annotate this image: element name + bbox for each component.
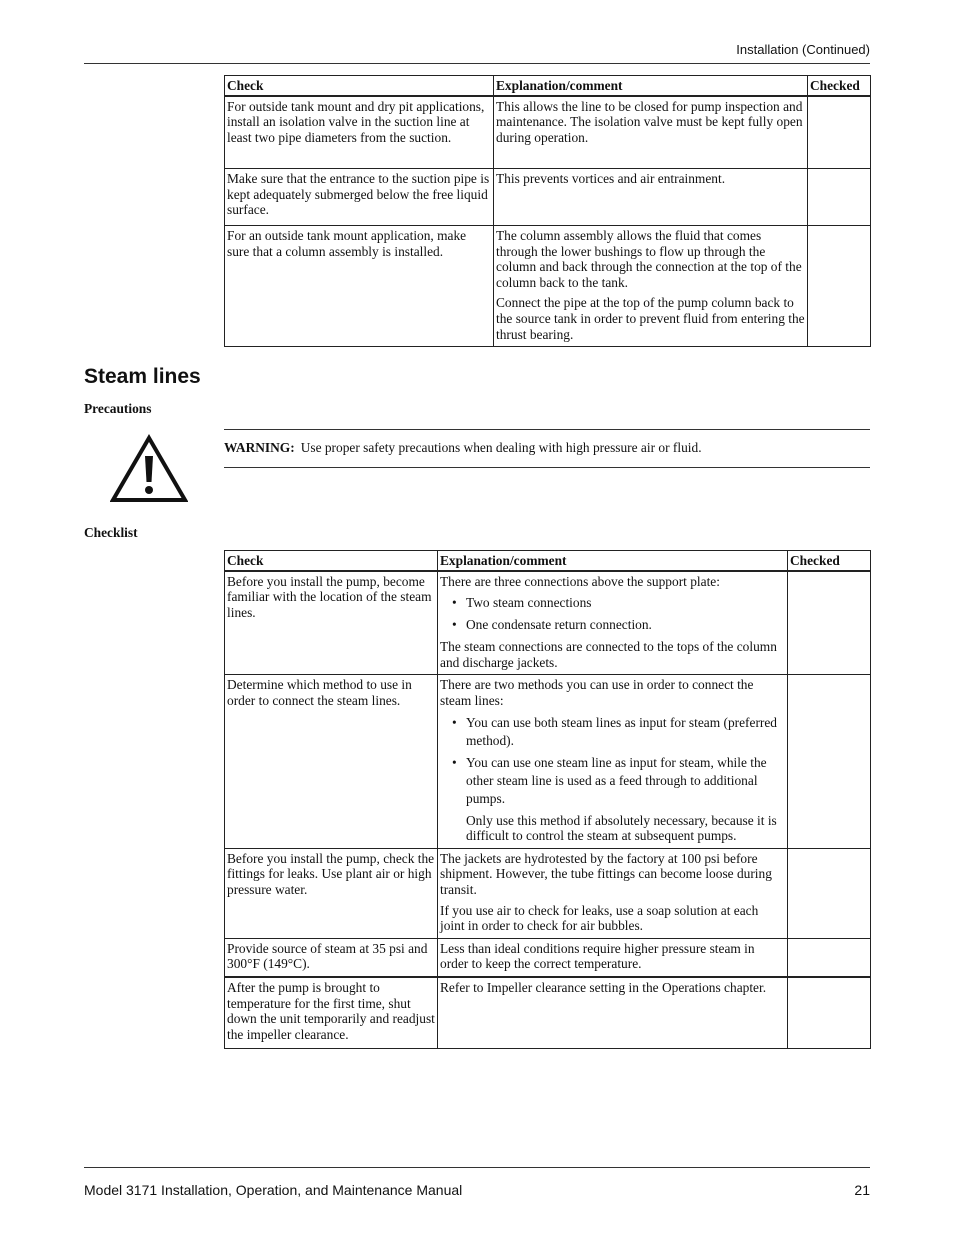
checked-cell[interactable]	[788, 571, 871, 675]
list-item: • One condensate return connection.	[466, 616, 785, 634]
precautions-heading: Precautions	[84, 401, 152, 416]
table-row	[225, 675, 871, 848]
table-row	[225, 169, 871, 226]
check-cell: For outside tank mount and dry pit applications, install an isolation valve in the suction line at least two pipe diameters from the suction.	[225, 96, 494, 169]
column-header-explanation: Explanation/comment	[438, 551, 788, 571]
bullet-list	[440, 594, 785, 634]
explanation-cell	[494, 226, 808, 347]
warning-text: Use proper safety precautions when dealing with high pressure air or fluid.	[300, 440, 702, 455]
explanation-cell	[494, 96, 808, 169]
checklist-heading: Checklist	[84, 525, 138, 540]
list-item: • You can use both steam lines as input for steam (preferred method).	[466, 714, 785, 750]
table-row	[225, 848, 871, 938]
explanation-text: If you use air to check for leaks, use a soap solution at each joint in order to check for air bubbles.	[440, 902, 759, 934]
explanation-text: The column assembly allows the fluid that comes through the lower bushings to flow up through the column and back through the connection at the top of the column back to the tank.	[496, 228, 802, 290]
explanation-text: The jackets are hydrotested by the factory at 100 psi before shipment. However, the tube fittings can become loose during transit.	[440, 850, 772, 897]
footer-page-number: 21	[854, 1182, 870, 1198]
explanation-cell	[438, 675, 788, 848]
table-row	[225, 977, 871, 1049]
page-header-title: Installation (Continued)	[736, 42, 870, 57]
checked-cell[interactable]	[788, 675, 871, 848]
warning-triangle-icon	[110, 434, 188, 504]
list-item: • Two steam connections	[466, 594, 785, 612]
check-cell: Before you install the pump, check the fittings for leaks. Use plant air or high pressure water.	[225, 848, 438, 938]
column-header-explanation: Explanation/comment	[494, 76, 808, 96]
column-header-check: Check	[225, 551, 438, 571]
checked-cell[interactable]	[788, 977, 871, 1049]
explanation-text: This prevents vortices and air entrainment.	[496, 171, 726, 187]
explanation-intro: There are two methods you can use in order to connect the steam lines:	[440, 677, 754, 708]
checked-cell[interactable]	[788, 848, 871, 938]
explanation-text: Connect the pipe at the top of the pump column back to the source tank in order to prevent fluid from entering the thrust bearing.	[496, 295, 805, 342]
checked-cell[interactable]	[808, 169, 871, 226]
explanation-cell	[438, 848, 788, 938]
header-divider	[84, 63, 870, 64]
suction-checklist-table	[224, 75, 871, 347]
column-header-checked: Checked	[808, 76, 871, 96]
explanation-cell	[494, 169, 808, 226]
explanation-cell	[438, 977, 788, 1049]
check-cell: After the pump is brought to temperature for the first time, shut down the unit temporarily and readjust the impeller clearance.	[225, 977, 438, 1049]
explanation-text: This allows the line to be closed for pump inspection and maintenance. The isolation valve must be kept fully open during operation.	[496, 98, 803, 145]
check-cell: Determine which method to use in order to connect the steam lines.	[225, 675, 438, 848]
column-header-check: Check	[225, 76, 494, 96]
table-header-row	[225, 76, 871, 96]
table-row	[225, 96, 871, 169]
check-cell: Before you install the pump, become familiar with the location of the steam lines.	[225, 571, 438, 675]
warning-message	[224, 440, 702, 456]
table-row	[225, 571, 871, 675]
bullet-list	[440, 714, 785, 808]
footer-manual-title: Model 3171 Installation, Operation, and Maintenance Manual	[84, 1182, 463, 1198]
check-cell: For an outside tank mount application, make sure that a column assembly is installed.	[225, 226, 494, 347]
explanation-intro: There are three connections above the support plate:	[440, 573, 720, 589]
explanation-text: Refer to Impeller clearance setting in the Operations chapter.	[440, 979, 767, 995]
footer-divider	[84, 1167, 870, 1168]
check-cell: Make sure that the entrance to the suction pipe is kept adequately submerged below the free liquid surface.	[225, 169, 494, 226]
explanation-text: Less than ideal conditions require higher pressure steam in order to keep the correct temperature.	[440, 940, 755, 972]
list-item: • You can use one steam line as input for steam, while the other steam line is used as a feed through to additional pumps.	[466, 754, 785, 808]
table-header-row	[225, 551, 871, 571]
warning-bottom-rule	[224, 467, 870, 468]
table-row	[225, 226, 871, 347]
column-header-checked: Checked	[788, 551, 871, 571]
section-title: Steam lines	[84, 365, 201, 388]
explanation-cell	[438, 938, 788, 977]
warning-label: WARNING:	[224, 440, 295, 455]
explanation-outro: The steam connections are connected to the tops of the column and discharge jackets.	[440, 639, 777, 670]
warning-top-rule	[224, 429, 870, 430]
check-cell: Provide source of steam at 35 psi and 300°F (149°C).	[225, 938, 438, 977]
checked-cell[interactable]	[788, 938, 871, 977]
explanation-cell	[438, 571, 788, 675]
steam-lines-checklist-table	[224, 550, 871, 1049]
checked-cell[interactable]	[808, 96, 871, 169]
checked-cell[interactable]	[808, 226, 871, 347]
explanation-note: Only use this method if absolutely necessary, because it is difficult to control the steam at subsequent pumps.	[466, 812, 777, 844]
table-row	[225, 938, 871, 977]
